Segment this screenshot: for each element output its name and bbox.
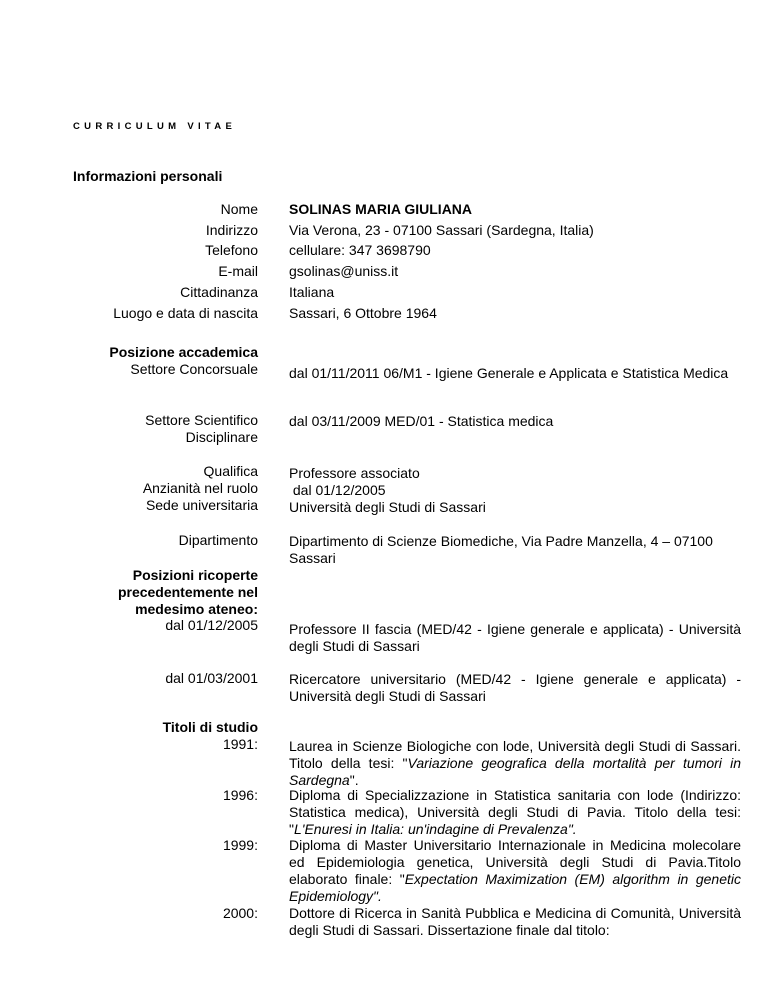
section-heading-education: Titoli di studio (162, 719, 258, 735)
label-dipartimento: Dipartimento (178, 532, 258, 548)
label-ssd-line2: Disciplinare (185, 429, 258, 445)
label-telefono: Telefono (205, 242, 258, 258)
label-indirizzo: Indirizzo (205, 222, 258, 238)
document-title: CURRICULUM VITAE (73, 121, 237, 132)
education-item-1996: Diploma di Specializzazione in Statistica sanitaria con lode (Indirizzo: Statistica medica), Università degli Studi di Pavia. Titolo della tesi: "L'Enuresi in Italia: un'indagine di Prevalenza". (289, 787, 741, 837)
value-telefono: cellulare: 347 3698790 (289, 242, 431, 258)
previous-item1-text: Professore II fascia (MED/42 - Igiene generale e applicata) - Università degli Studi di Sassari (289, 621, 741, 654)
label-ssd-line1: Settore Scientifico (145, 412, 258, 428)
education-year-1996: 1996: (222, 787, 258, 803)
label-qualifica: Qualifica (203, 463, 258, 479)
value-ssd: dal 03/11/2009 MED/01 - Statistica medica (289, 413, 554, 429)
label-sede: Sede universitaria (145, 497, 258, 513)
label-nome: Nome (220, 201, 258, 217)
section-heading-personal: Informazioni personali (73, 168, 223, 184)
education-year-1991: 1991: (222, 736, 258, 752)
section-heading-previous-line1: Posizioni ricoperte (132, 567, 258, 583)
education-item-1991: Laurea in Scienze Biologiche con lode, Università degli Studi di Sassari. Titolo della tesi: "Variazione geografica della mortalità per tumori in Sardegna". (289, 738, 742, 788)
education-item-1999: Diploma di Master Universitario Internazionale in Medicina molecolare ed Epidemiologia genetica, Università degli Studi di Pavia.Titolo elaborato finale: "Expectation Maximization (EM) algorithm in genetic Epidemiology". (289, 837, 741, 904)
value-email: gsolinas@uniss.it (289, 263, 399, 279)
value-nome: SOLINAS MARIA GIULIANA (289, 201, 473, 217)
section-heading-previous-line3: medesimo ateneo: (135, 601, 258, 617)
value-anzianita: dal 01/12/2005 (289, 482, 386, 498)
value-qualifica: Professore associato (289, 465, 420, 481)
value-dipartimento: Dipartimento di Scienze Biomediche, Via Padre Manzella, 4 – 07100 Sassari (289, 533, 713, 566)
label-anzianita: Anzianità nel ruolo (142, 480, 258, 496)
value-sede: Università degli Studi di Sassari (289, 499, 486, 515)
previous-item2-date: dal 01/03/2001 (165, 670, 258, 686)
section-heading-academic: Posizione accademica (109, 344, 258, 360)
label-email: E-mail (218, 263, 258, 279)
label-settore-concorsuale: Settore Concorsuale (130, 361, 258, 377)
label-cittadinanza: Cittadinanza (180, 284, 258, 300)
education-year-2000: 2000: (222, 905, 258, 921)
previous-item2-text: Ricercatore universitario (MED/42 - Igiene generale e applicata) - Università degli Studi di Sassari (289, 671, 741, 704)
education-item-2000: Dottore di Ricerca in Sanità Pubblica e Medicina di Comunità, Università degli Studi di Sassari. Dissertazione finale dal titolo: (289, 905, 741, 938)
value-indirizzo: Via Verona, 23 - 07100 Sassari (Sardegna, Italia) (289, 222, 594, 238)
label-nascita: Luogo e data di nascita (113, 305, 258, 321)
education-year-1999: 1999: (222, 837, 258, 853)
value-cittadinanza: Italiana (289, 284, 335, 300)
value-settore-concorsuale: dal 01/11/2011 06/M1 - Igiene Generale e Applicata e Statistica Medica (289, 365, 729, 381)
value-nascita: Sassari, 6 Ottobre 1964 (289, 305, 437, 321)
previous-item1-date: dal 01/12/2005 (165, 617, 258, 633)
section-heading-previous-line2: precedentemente nel (117, 584, 258, 600)
